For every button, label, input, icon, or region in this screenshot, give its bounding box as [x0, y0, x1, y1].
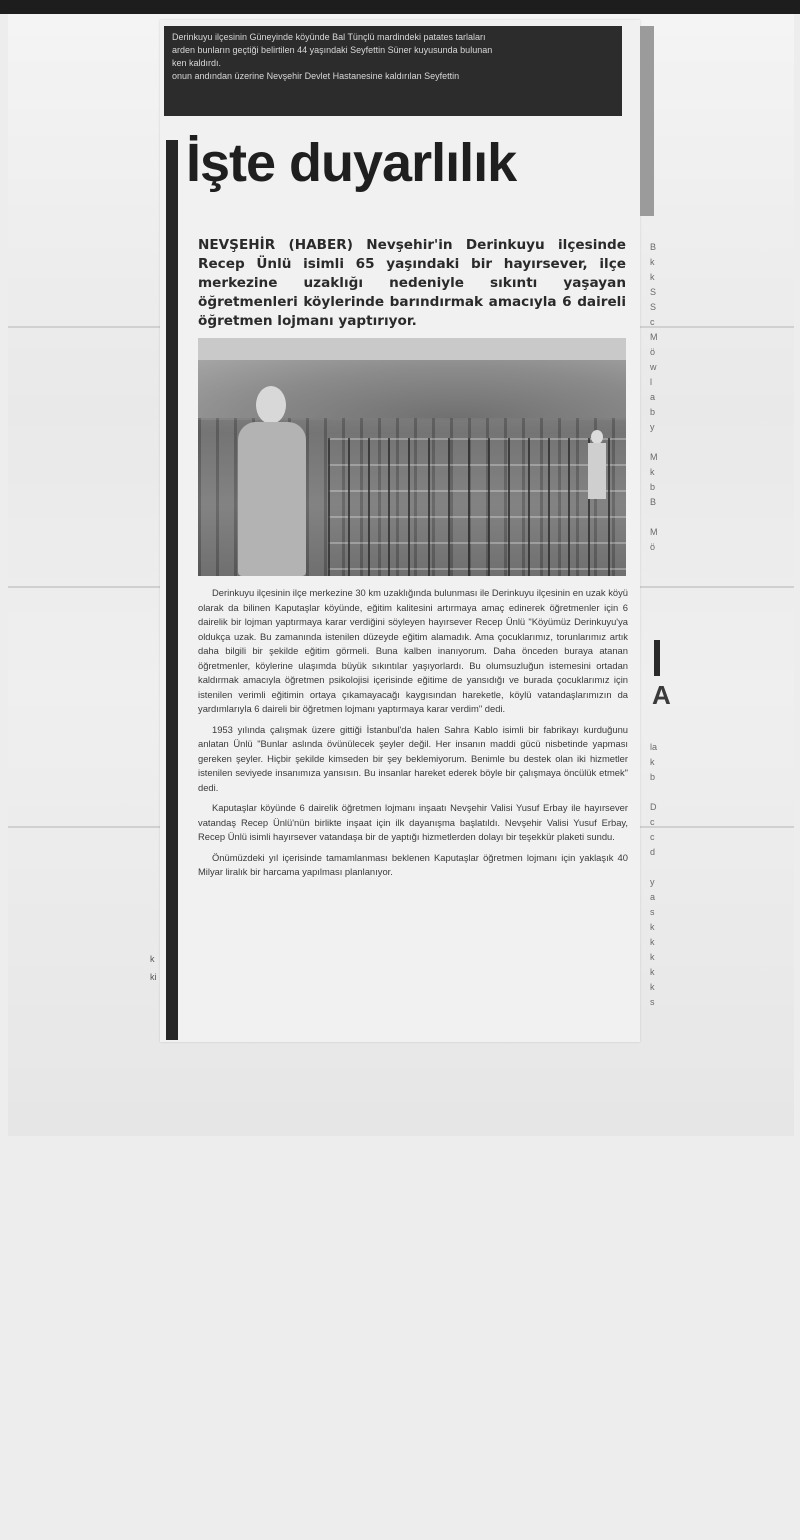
fragment-letter: c — [650, 832, 655, 842]
fragment-letter: c — [650, 317, 655, 327]
caption-line: Derinkuyu ilçesinin Güneyinde köyünde Bal Tünçlü mardindeki patates tarlaları — [172, 32, 486, 42]
photo-worker — [586, 430, 608, 500]
photo-worker-body — [588, 443, 606, 499]
fragment-letter: ö — [650, 347, 656, 357]
fragment-letter — [650, 785, 664, 800]
fragment-letter: M — [650, 332, 658, 342]
fragment-letter: M — [650, 527, 658, 537]
fragment-letter: M — [650, 452, 658, 462]
article-lead: NEVŞEHİR (HABER) Nevşehir'in Derinkuyu ilçesinde Recep Ünlü isimli 65 yaşındaki bir hayırsever, ilçe merkezine uzaklığı nedeniyle sıkıntı yaşayan öğretmenleri köylerinde barındırmak amacıyla 6 daireli öğretmen lojmanı yaptırıyor. — [198, 237, 626, 329]
left-column-fragment — [150, 950, 162, 986]
photo-man-body — [238, 422, 306, 576]
previous-article-caption — [164, 26, 622, 116]
body-paragraph: Önümüzdeki yıl içerisinde tamamlanması beklenen Kaputaşlar öğretmen lojmanı için yaklaşık 40 Milyar liralık bir harcama yapılması planlanıyor. — [198, 851, 628, 877]
fragment-letter: k — [650, 922, 655, 932]
fragment-letter: k — [650, 272, 655, 282]
article-photo — [198, 338, 626, 576]
fragment-letter: k — [650, 982, 655, 992]
body-paragraph: Kaputaşlar köyünde 6 dairelik öğretmen lojmanı inşaatı Nevşehir Valisi Yusuf Erbay ile hayırsever vatandaş Recep Ünlü'nün birlikte inşaat için ilk dayanışma başlatıldı. Nevşehir Valisi Yusuf Erbay, Recep Ünlü isimli hayırsever vatandaşa bir de yaptığı hizmetlerden dolayı bir teşekkür plaketi sundu. — [198, 802, 628, 842]
fragment-letter: a — [650, 892, 656, 902]
fragment-letter: k — [650, 757, 655, 767]
fragment-letter: la — [650, 742, 658, 752]
fragment-letter: ki — [150, 972, 157, 982]
photo-construction-rebar — [328, 438, 626, 576]
fragment-letter: b — [650, 482, 656, 492]
body-paragraph: Derinkuyu ilçesinin ilçe merkezine 30 km uzaklığında bulunması ile Derinkuyu ilçesinin en uzak köyü olarak da bilinen Kaputaşlar köyünde, eğitim kalitesini artırmaya amaç edinerek öğretmenler için 6 dairelik bir lojman yaptırmaya karar verdiğini söyleyen hayırsever Recep Ünlü "Köyümüz Derinkuyu'ya oldukça uzak. Bu zamanında istenilen düzeyde eğitim alamadık. Ama çocuklarımız, torunlarımız artık daha bilgili bir şekilde eğitim görmeli. Buna kalben inanıyorum. Daha önceden buraya atanan öğretmenler, köylerine ulaşımda büyük sıkıntılar yaşıyorlardı. Bu olumsuzluğun istemesini ortadan kaldırmak amacıyla öğretmen psikolojisi içerisinde eğitime de yansıdığı ve burada çocuklarımız için istenilen verimli eğitimin ortaya çıkamayacağı kaygısından hareketle, köylü vatandaşlarımızın da yardımlarıyla 6 daireli bir öğretmen lojmanı yaptırmaya karar verdim" dedi. — [198, 587, 628, 714]
fragment-letter: k — [650, 257, 655, 267]
fragment-letter: c — [650, 817, 655, 827]
article-headline: İşte duyarlılık — [186, 133, 517, 193]
adjacent-headline-fragment — [654, 640, 660, 676]
fragment-letter: k — [650, 467, 655, 477]
caption-line: onun andından üzerine Nevşehir Devlet Hastanesine kaldırılan Seyfettin — [172, 71, 460, 81]
adjacent-column-strip — [640, 26, 654, 216]
fragment-letter: k — [650, 952, 655, 962]
fragment-letter: b — [650, 772, 656, 782]
fragment-letter — [650, 435, 664, 450]
caption-line: ken kaldırdı. — [172, 58, 222, 68]
top-dark-edge — [0, 0, 800, 14]
fragment-letter: d — [650, 847, 656, 857]
fragment-letter: l — [650, 377, 652, 387]
article-body — [198, 586, 628, 886]
adjacent-article-fragment-lower — [650, 740, 664, 1540]
photo-elderly-man — [232, 386, 312, 576]
fragment-letter: k — [650, 937, 655, 947]
photo-worker-head — [591, 430, 603, 444]
vertical-rule — [166, 140, 178, 1040]
caption-line: arden bunların geçtiği belirtilen 44 yaşındaki Seyfettin Süner kuyusunda bulunan — [172, 45, 493, 55]
fragment-letter: w — [650, 362, 657, 372]
fragment-letter: D — [650, 802, 657, 812]
fragment-letter — [650, 510, 664, 525]
fragment-letter: a — [650, 392, 656, 402]
fragment-letter: s — [650, 997, 655, 1007]
fragment-letter: B — [650, 497, 657, 507]
fragment-letter: y — [650, 877, 655, 887]
fragment-letter — [650, 860, 664, 875]
fragment-letter: k — [150, 954, 155, 964]
fragment-letter: S — [650, 302, 657, 312]
adjacent-headline-letter: A — [652, 680, 671, 710]
fragment-letter: y — [650, 422, 655, 432]
photo-man-head — [256, 386, 286, 424]
fragment-letter: b — [650, 407, 656, 417]
fragment-letter: s — [650, 907, 655, 917]
body-paragraph: 1953 yılında çalışmak üzere gittiği İstanbul'da halen Sahra Kablo isimli bir fabrikayı kurduğunu anlatan Ünlü "Bunlar aslında övünülecek şeyler değil. Her insanın maddi gücü nisbetinde yapması gereken şeyler. Hiçbir şekilde kimseden bir şey beklemiyorum. Benimle bu destek olan iki hizmetler istenilen seviyede insanımıza yansısın. Bu insanlar hareket ederek böyle bir çalışmaya öncülük etmek" dedi. — [198, 723, 628, 793]
fragment-letter: S — [650, 287, 657, 297]
fragment-letter: B — [650, 242, 657, 252]
fragment-letter: k — [650, 967, 655, 977]
fragment-letter: ö — [650, 542, 656, 552]
